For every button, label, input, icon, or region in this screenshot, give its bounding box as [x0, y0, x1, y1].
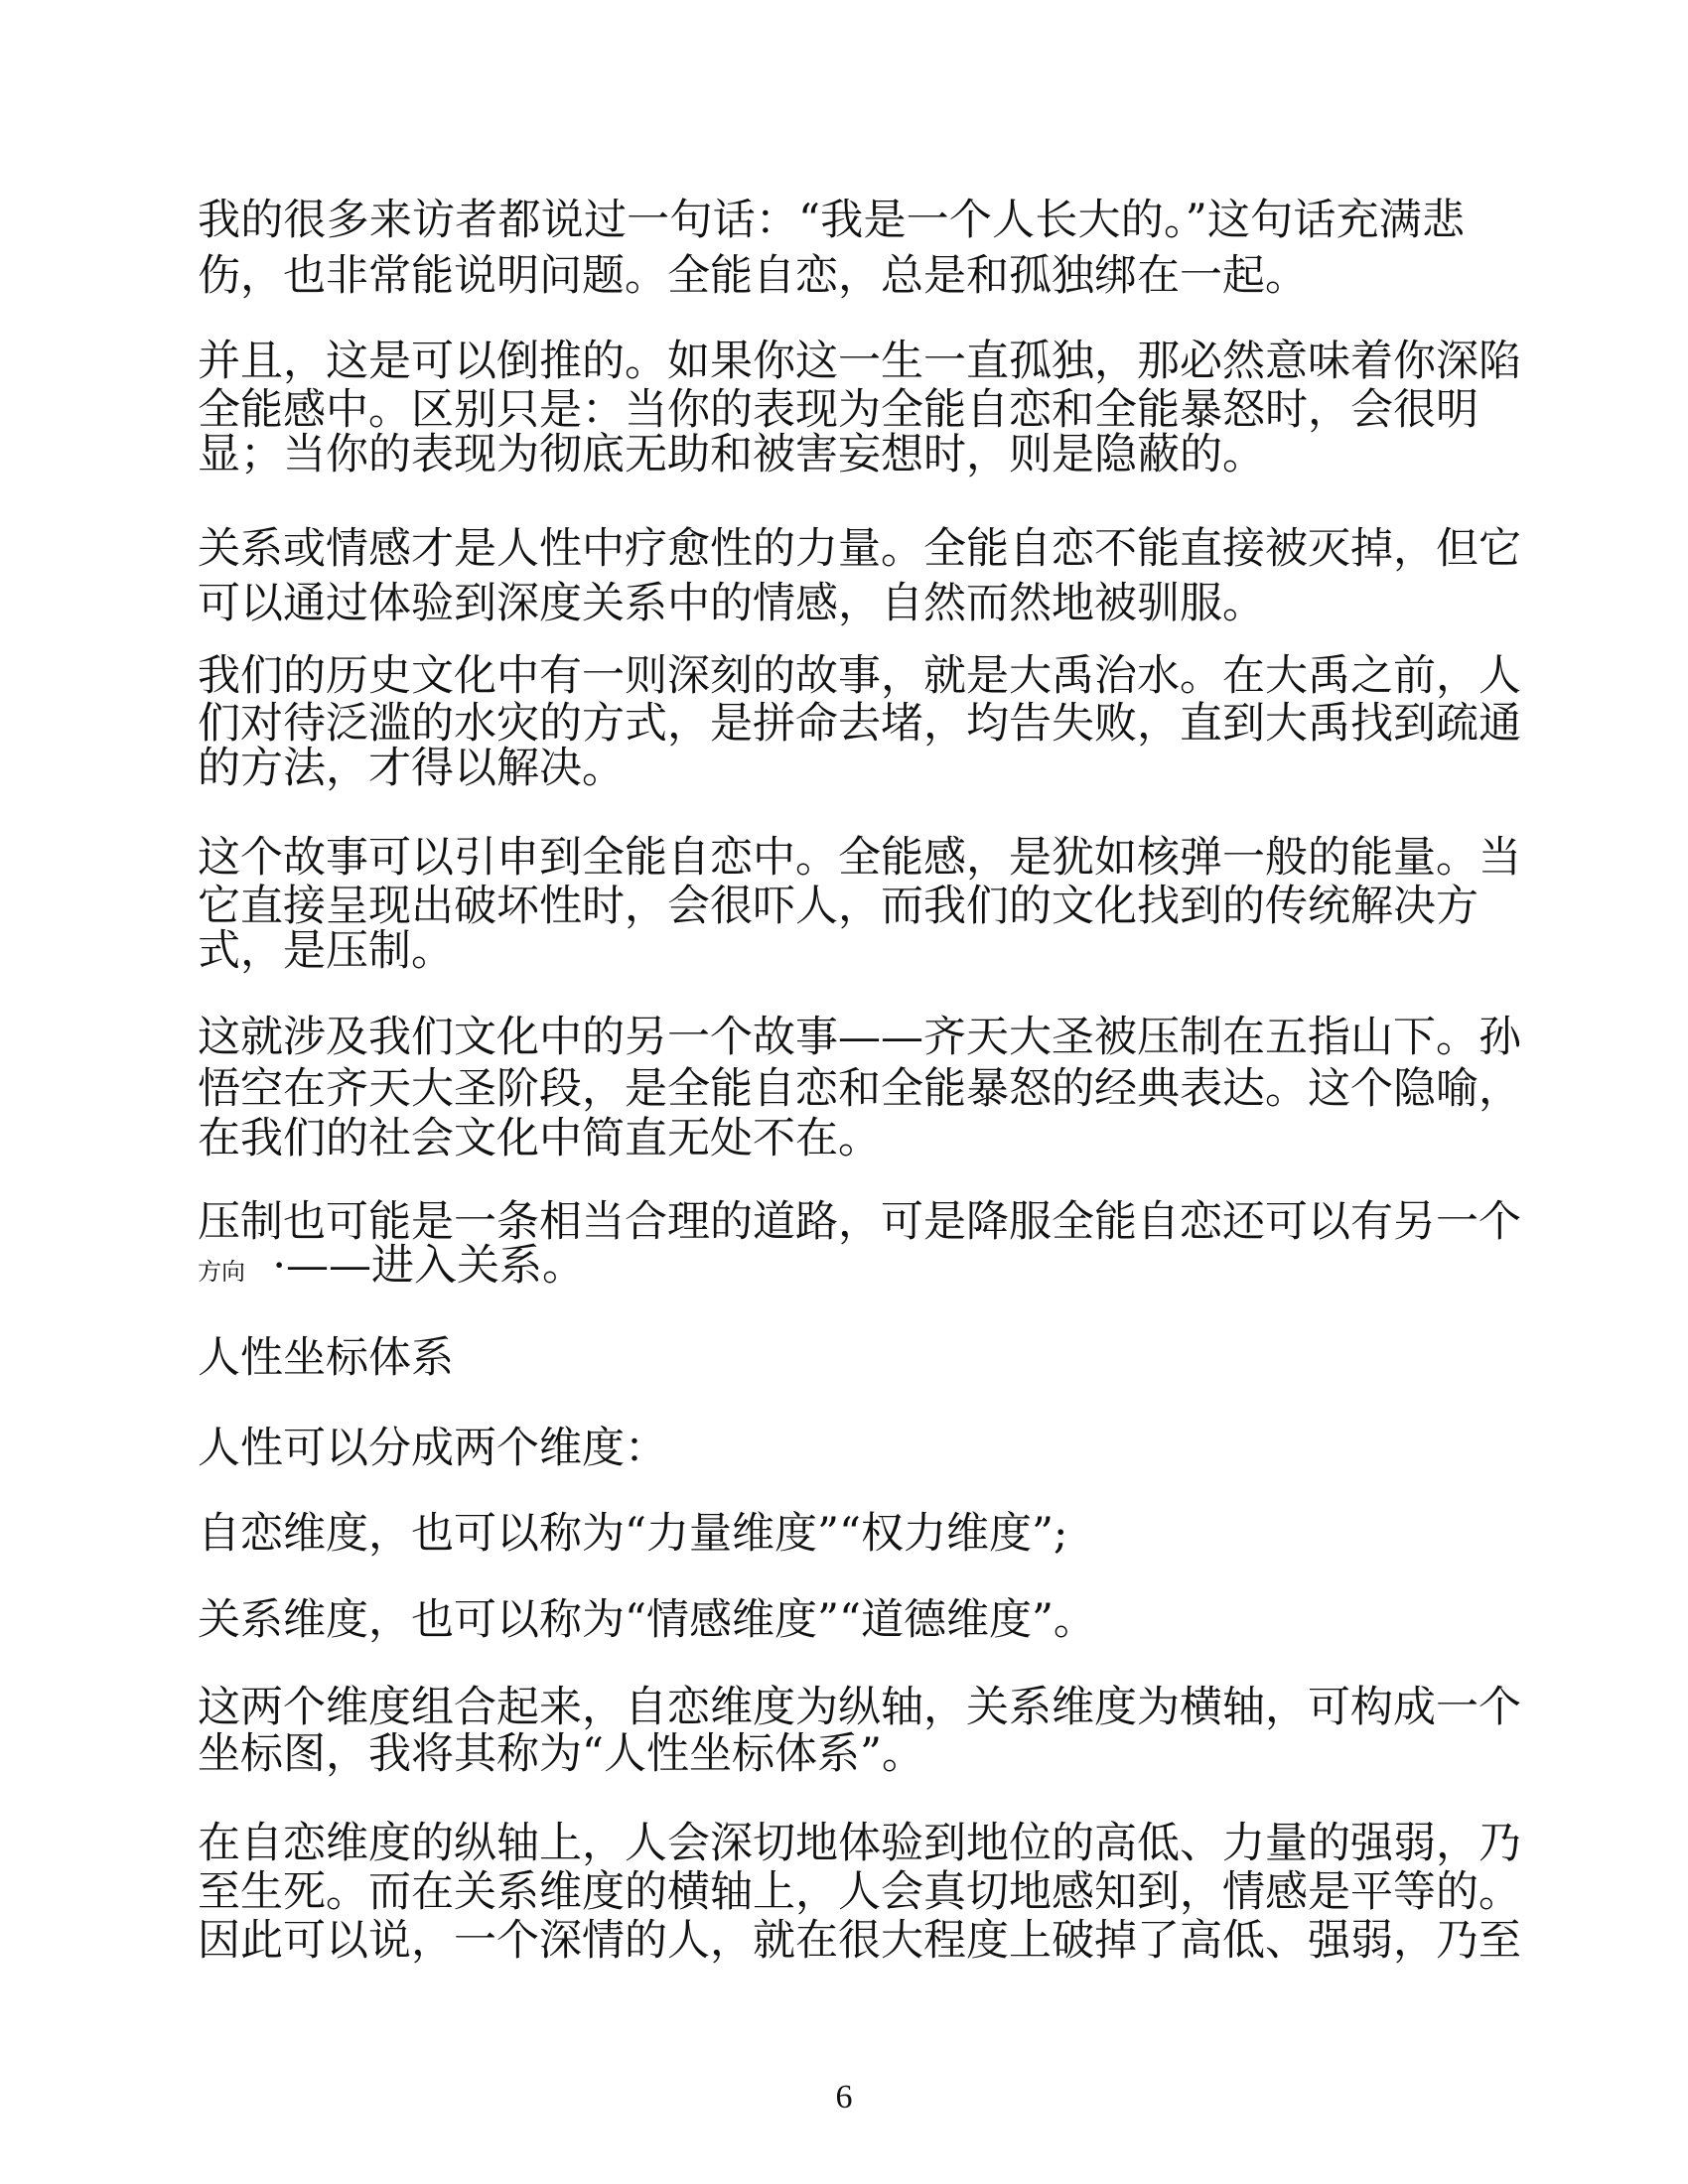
text-line: 显；当你的表现为彻底无助和被害妄想时，则是隐蔽的。 [198, 430, 1265, 479]
text-line: 至生死。而在关系维度的横轴上，人会真切地感知到，情感是平等的。 [198, 1867, 1521, 1917]
text-line: 在我们的社会文化中简直无处不在。 [198, 1114, 881, 1163]
text-line: 这就涉及我们文化中的另一个故事——齐天大圣被压制在五指山下。孙 [198, 1013, 1521, 1062]
text-line: 式，是压制。 [198, 926, 454, 976]
section-heading: 人性坐标体系 [198, 1333, 454, 1383]
text-line: 并且，这是可以倒推的。如果你这一生一直孤独，那必然意味着你深陷 [198, 337, 1521, 386]
text-line: 这个故事可以引申到全能自恋中。全能感，是犹如核弹一般的能量。当 [198, 833, 1521, 883]
page-number: 6 [835, 2079, 853, 2116]
text-line: 坐标图，我将其称为“人性坐标体系”。 [198, 1729, 924, 1779]
text-line: 悟空在齐天大圣阶段，是全能自恋和全能暴怒的经典表达。这个隐喻， [198, 1064, 1521, 1114]
text-line: 的方法，才得以解决。 [198, 744, 625, 793]
text-line: 我的很多来访者都说过一句话：“我是一个人长大的。”这句话充满悲 [198, 196, 1465, 245]
text-line: 们对待泛滥的水灾的方式，是拼命去堵，均告失败，直到大禹找到疏通 [198, 699, 1521, 749]
text-line: 这两个维度组合起来，自恋维度为纵轴，关系维度为横轴，可构成一个 [198, 1683, 1521, 1732]
text-line: 我们的历史文化中有一则深刻的故事，就是大禹治水。在大禹之前，人 [198, 651, 1521, 701]
text-line-rest: ·——进入关系。 [272, 1241, 586, 1291]
small-prefix: 方向 [198, 1258, 245, 1286]
text-line: 它直接呈现出破坏性时，会很吓人，而我们的文化找到的传统解决方 [198, 882, 1478, 931]
text-line: 伤，也非常能说明问题。全能自恋，总是和孤独绑在一起。 [198, 251, 1308, 301]
text-line: 在自恋维度的纵轴上，人会深切地体验到地位的高低、力量的强弱，乃 [198, 1819, 1521, 1868]
text-line: 自恋维度，也可以称为“力量维度”“权力维度”; [198, 1509, 1068, 1559]
text-line: 关系维度，也可以称为“情感维度”“道德维度”。 [198, 1595, 1096, 1645]
text-line: 关系或情感才是人性中疗愈性的力量。全能自恋不能直接被灭掉，但它 [198, 524, 1521, 574]
text-line: 人性可以分成两个维度： [198, 1424, 667, 1473]
text-line: 全能感中。区别只是：当你的表现为全能自恋和全能暴怒时，会很明 [198, 385, 1478, 435]
text-line: 因此可以说，一个深情的人，就在很大程度上破掉了高低、强弱，乃至 [198, 1916, 1521, 1966]
text-line: 压制也可能是一条相当合理的道路，可是降服全能自恋还可以有另一个 [198, 1197, 1521, 1247]
text-line [198, 1238, 1465, 1294]
text-line: 可以通过体验到深度关系中的情感，自然而然地被驯服。 [198, 579, 1265, 628]
